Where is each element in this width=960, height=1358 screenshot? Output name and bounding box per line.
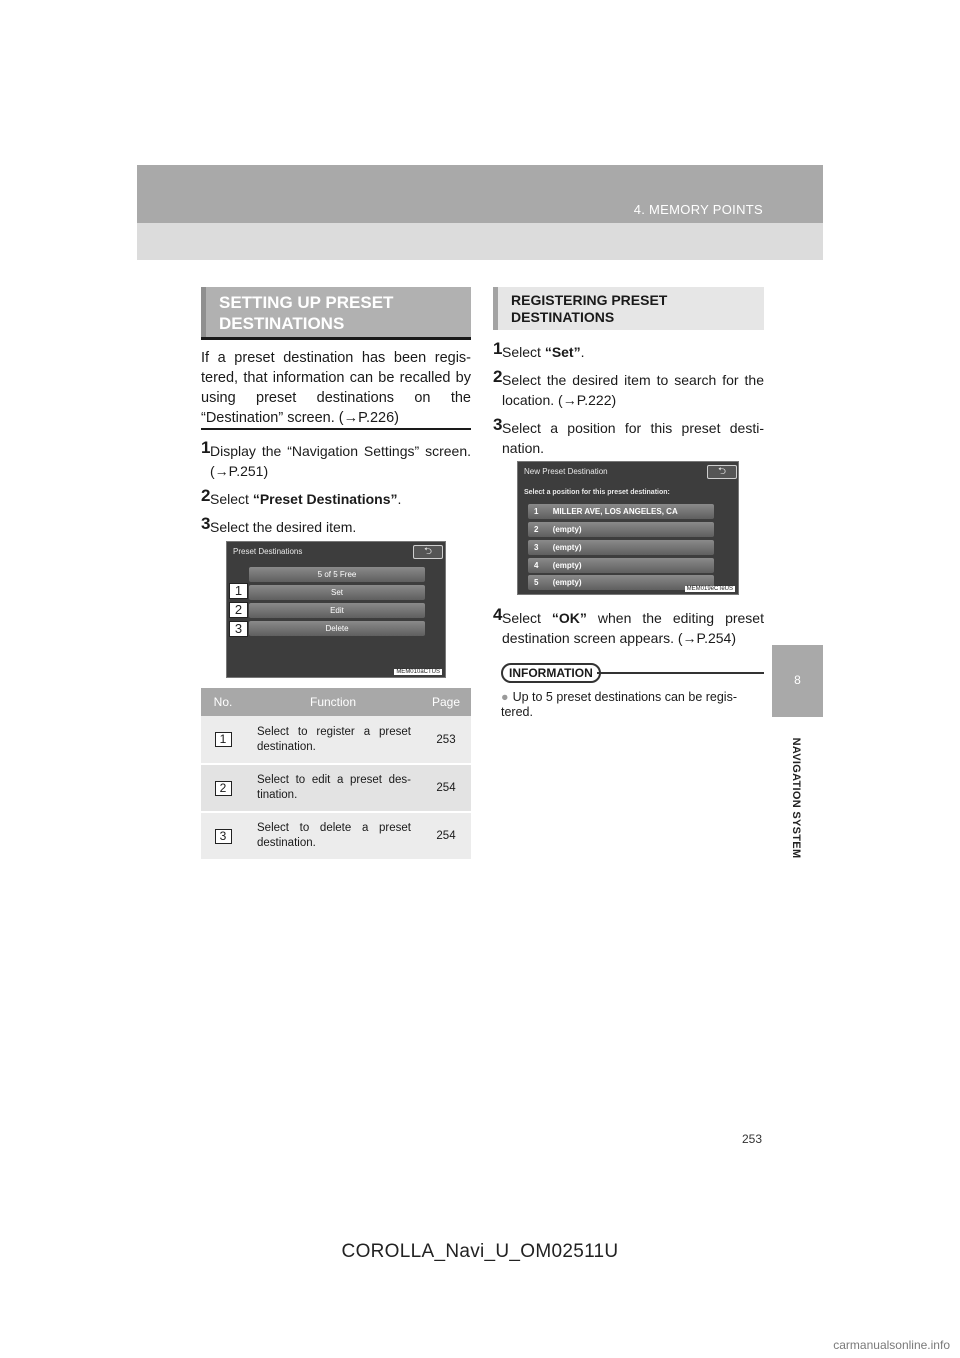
step-number: 1: [493, 339, 503, 358]
step-text: Select the desired item to search for the location. (→P.222): [502, 372, 764, 408]
step-text: Select a position for this preset desti- nation.: [502, 420, 764, 456]
watermark: carmanualsonline.info: [833, 1338, 950, 1352]
step-text-bold: “Preset Destinations”: [252, 491, 398, 507]
row-function: Select to delete a preset destination.: [245, 812, 421, 860]
right-section-heading: [493, 287, 764, 330]
edit-button[interactable]: Edit: [249, 603, 425, 618]
intro-box: [201, 344, 471, 430]
step-text-suffix: .: [397, 491, 402, 507]
row-function: Select to edit a preset des- tination.: [245, 764, 421, 812]
position-number: 2: [534, 525, 539, 534]
position-number: 5: [534, 578, 539, 587]
left-step-3: [201, 514, 471, 537]
header-page: Page: [421, 688, 471, 716]
delete-button[interactable]: Delete: [249, 621, 425, 636]
header-no: No.: [201, 688, 245, 716]
page-number: 253: [742, 1132, 763, 1146]
image-code: MEM010aCTUS: [396, 669, 440, 675]
step-text-bold: “Set”: [544, 344, 581, 360]
section-header: 4. MEMORY POINTS: [633, 202, 763, 217]
row-number: 2: [215, 781, 232, 796]
position-label: (empty): [552, 525, 582, 534]
right-step-1: [493, 339, 764, 362]
row-page: 253: [421, 716, 471, 764]
position-number: 4: [534, 561, 539, 570]
table-row: [201, 812, 471, 860]
back-icon[interactable]: ⮌: [707, 465, 737, 479]
chapter-number: 8: [794, 673, 801, 687]
left-section-heading: [201, 287, 471, 339]
information-rule: [597, 672, 764, 674]
step-text: Display the “Navigation Settings” screen. (→P.251): [210, 443, 471, 479]
position-row-3[interactable]: [528, 540, 714, 555]
position-label: MILLER AVE, LOS ANGELES, CA: [552, 507, 678, 516]
right-step-2: [493, 367, 764, 410]
free-count-row: 5 of 5 Free: [249, 567, 425, 582]
chapter-side-label-text: NAVIGATION SYSTEM: [790, 737, 802, 858]
position-row-4[interactable]: [528, 558, 714, 573]
position-label: (empty): [552, 543, 582, 552]
manual-code: COROLLA_Navi_U_OM02511U: [341, 1241, 619, 1262]
step-text: [493, 342, 764, 362]
preset-destinations-screen: [226, 541, 446, 678]
step-text-suffix: when the editing preset destination screen appears. (→P.254): [502, 610, 764, 646]
step-number: 3: [493, 415, 503, 434]
position-number: 3: [534, 543, 539, 552]
step-number: 4: [493, 605, 503, 624]
step-text-bold: “OK”: [551, 610, 587, 626]
row-number: 3: [215, 829, 232, 844]
step-text-prefix: Select: [210, 491, 253, 507]
right-section-title: REGISTERING PRESET DESTINATIONS: [511, 292, 668, 326]
right-step-4: [493, 605, 764, 648]
chapter-side-label: [788, 725, 804, 870]
heading-accent-bar: [493, 287, 498, 330]
step-text: [493, 608, 764, 648]
heading-rule: [201, 337, 471, 340]
screen-title: Preset Destinations: [233, 547, 303, 556]
screen-prompt: Select a position for this preset destination:: [524, 489, 670, 496]
position-number: 1: [534, 507, 539, 516]
callout-1: 1: [229, 583, 248, 599]
row-page: 254: [421, 764, 471, 812]
intro-text: If a preset destination has been regis- tered, that information can be recalled by using preset destinations on the “Destination” screen. (→P.226): [201, 350, 471, 426]
step-number: 2: [493, 367, 503, 386]
row-function: Select to register a preset destination.: [245, 716, 421, 764]
back-icon[interactable]: ⮌: [413, 545, 443, 559]
table-header-row: [201, 688, 471, 716]
callout-3: 3: [229, 621, 248, 637]
information-text: [501, 690, 761, 720]
step-number: 2: [201, 486, 211, 505]
step-text-suffix: .: [580, 344, 585, 360]
position-label: (empty): [552, 561, 582, 570]
header-subband: [137, 223, 823, 260]
set-button[interactable]: Set: [249, 585, 425, 600]
header-function: Function: [245, 688, 421, 716]
table-row: [201, 716, 471, 764]
information-body: Up to 5 preset destinations can be regis- tered.: [501, 690, 737, 719]
left-step-2: [201, 486, 471, 509]
position-row-1[interactable]: [528, 504, 714, 519]
screen-title: New Preset Destination: [524, 467, 608, 476]
image-code: MEM019eCTeUS: [686, 586, 733, 592]
table-row: [201, 764, 471, 812]
right-step-3: [493, 415, 764, 458]
row-number: 1: [215, 732, 232, 747]
information-heading: INFORMATION: [501, 663, 601, 683]
position-label: (empty): [552, 578, 582, 587]
step-text-prefix: Select: [502, 610, 552, 626]
step-text: [201, 489, 471, 509]
left-section-title: SETTING UP PRESET DESTINATIONS: [219, 293, 394, 333]
callout-2: 2: [229, 602, 248, 618]
chapter-tab: [772, 645, 823, 717]
step-text-prefix: Select: [502, 344, 545, 360]
heading-accent-bar: [201, 287, 206, 339]
header-band: [137, 165, 823, 223]
new-preset-destination-screen: [517, 461, 739, 595]
bullet-icon: ●: [501, 690, 509, 704]
step-number: 1: [201, 438, 211, 457]
row-page: 254: [421, 812, 471, 860]
step-text: Select the desired item.: [210, 519, 357, 535]
left-step-1: [201, 438, 471, 481]
position-row-2[interactable]: [528, 522, 714, 537]
function-table: [201, 688, 471, 861]
step-number: 3: [201, 514, 211, 533]
